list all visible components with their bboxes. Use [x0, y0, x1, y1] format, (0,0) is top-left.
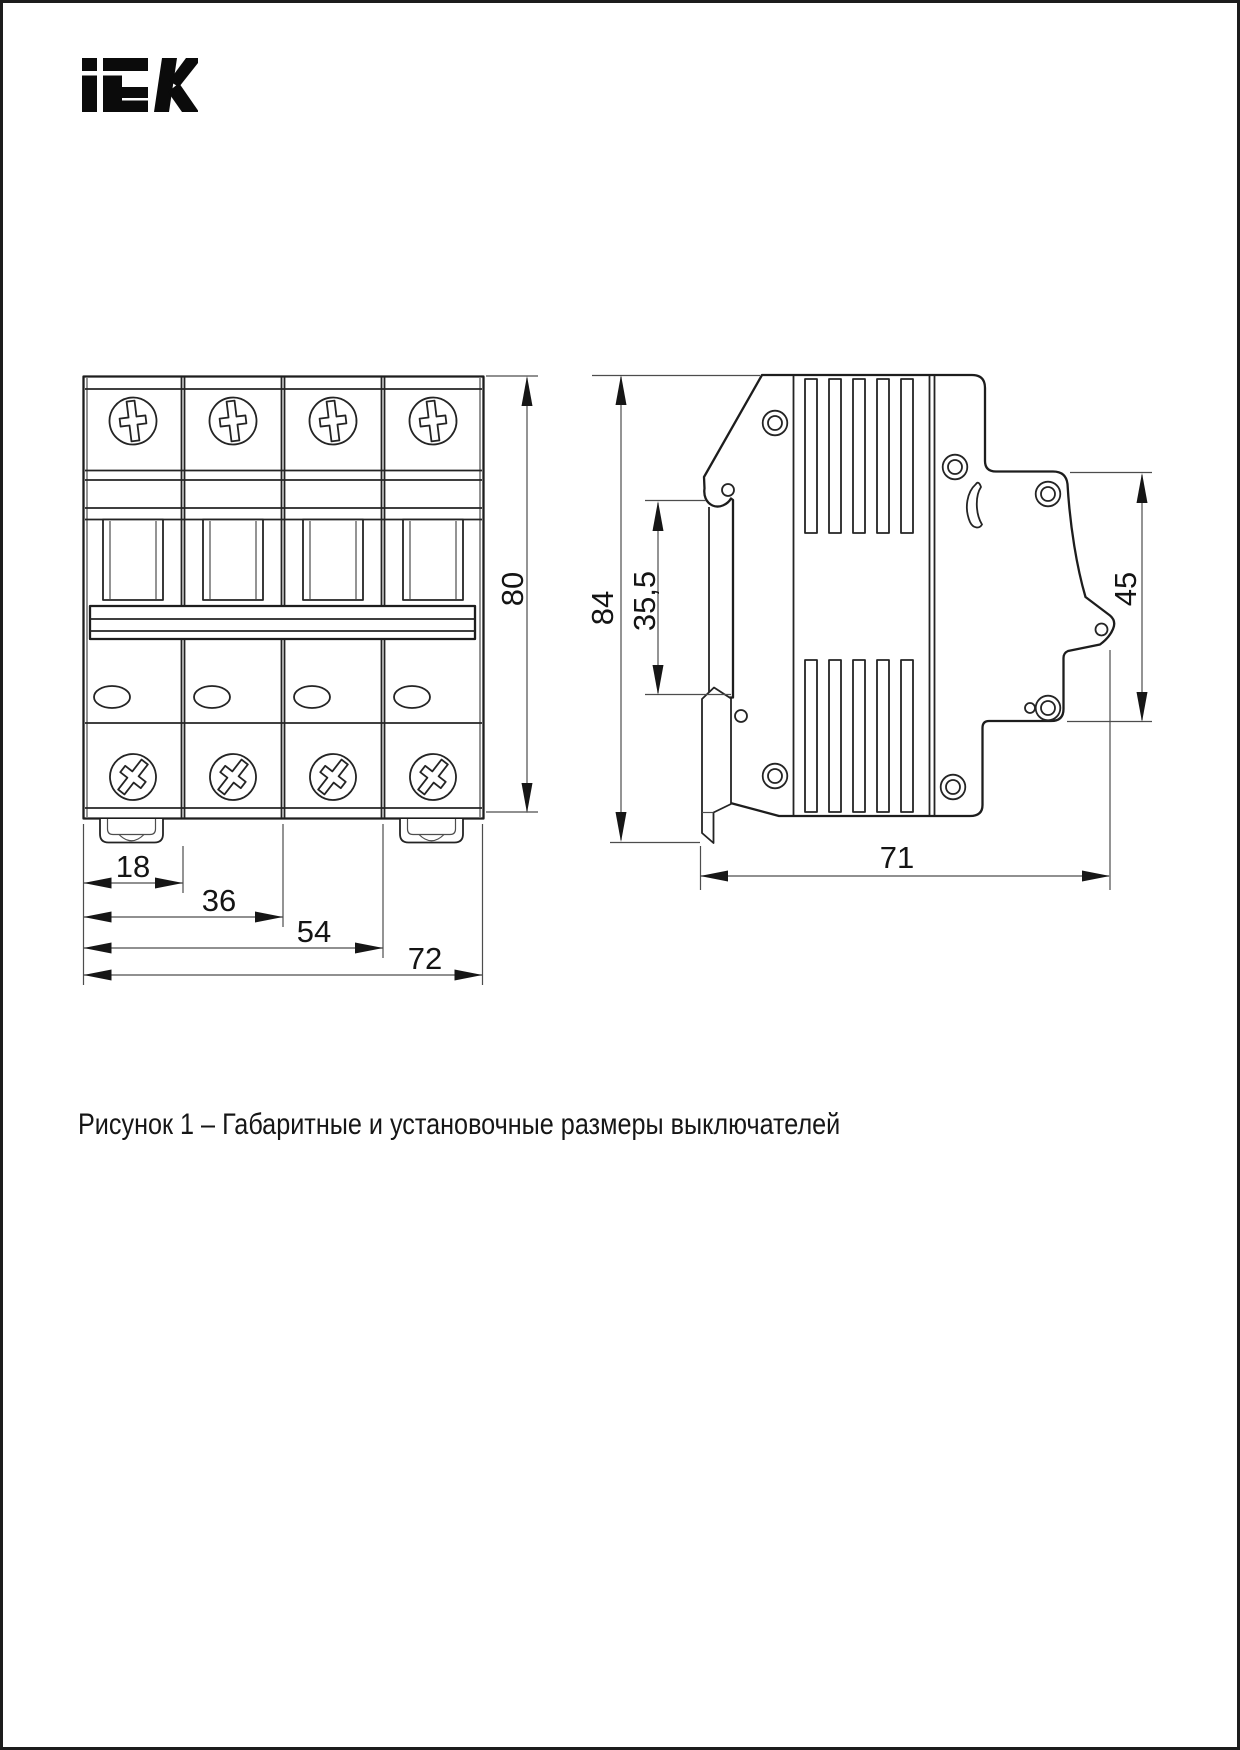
toggle-handle: [403, 520, 463, 601]
dim-label-71: 71: [879, 840, 915, 875]
dim-label-84: 84: [585, 590, 620, 626]
pin-hole: [1025, 703, 1035, 713]
label-window: [94, 686, 130, 708]
figure-caption-text: Рисунок 1 – Габаритные и установочные размеры выключателей: [78, 1108, 841, 1141]
dim-label-18: 18: [115, 849, 151, 884]
front-view: [84, 377, 484, 843]
side-view: [702, 375, 1114, 843]
toggle-handle: [103, 520, 163, 601]
dim-label-80: 80: [495, 571, 530, 607]
rivet-icon: [1036, 696, 1061, 721]
lug-hole: [1096, 624, 1108, 636]
rivet-icon: [763, 764, 788, 789]
pin-hole: [722, 484, 734, 496]
dim-label-36: 36: [201, 883, 237, 918]
label-window: [194, 686, 230, 708]
figure-caption: [78, 1108, 841, 1142]
rivet-icon: [943, 455, 968, 480]
din-rail-clip: [400, 819, 463, 843]
dim-label-72: 72: [407, 941, 443, 976]
rivet-icon: [763, 411, 788, 436]
pin-hole: [735, 710, 747, 722]
dim-label-35-5: 35,5: [627, 570, 662, 632]
label-window: [294, 686, 330, 708]
toggle-handle: [303, 520, 363, 601]
din-rail-clip: [100, 819, 163, 843]
din-latch: [702, 688, 731, 844]
rivet-icon: [941, 775, 966, 800]
label-window: [394, 686, 430, 708]
rivet-icon: [1036, 482, 1061, 507]
dim-label-54: 54: [296, 914, 332, 949]
handle-crossbar: [90, 606, 475, 639]
toggle-handle: [203, 520, 263, 601]
dim-label-45: 45: [1108, 571, 1143, 607]
